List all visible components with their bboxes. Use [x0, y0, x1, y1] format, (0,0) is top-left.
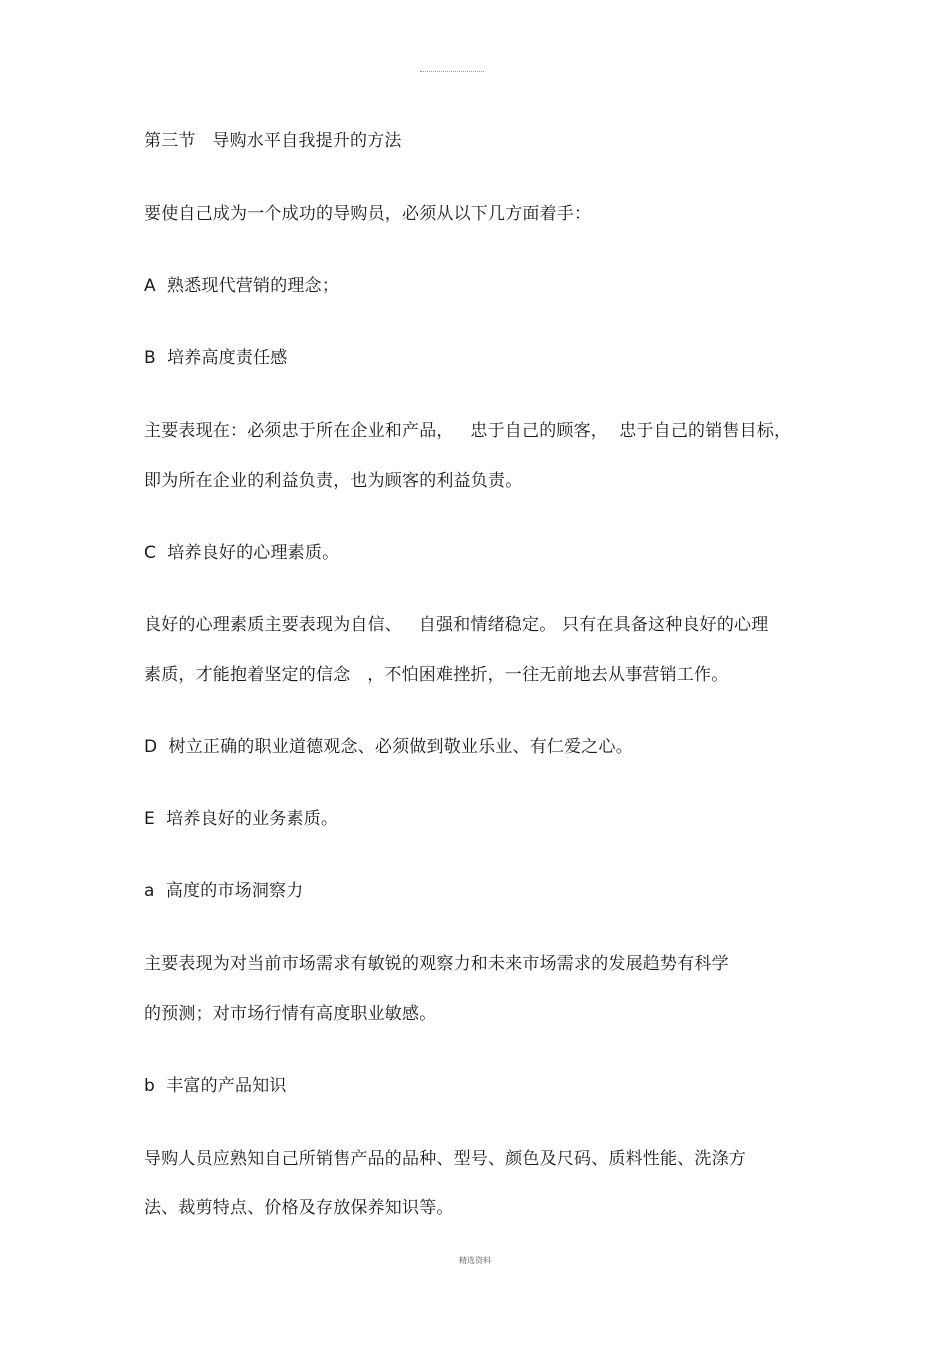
section-title: 第三节 导购水平自我提升的方法 — [144, 131, 402, 151]
item-e-heading: E 培养良好的业务素质。 — [144, 809, 339, 829]
item-c-body-line: 素质，才能抱着坚定的信念 ，不怕困难挫折，一往无前地去从事营销工作。 — [144, 665, 729, 685]
sub-b-body-line: 导购人员应熟知自己所销售产品的品种、型号、颜色及尺码、质料性能、洗涤方 — [144, 1149, 746, 1169]
header-rule — [420, 71, 484, 72]
intro-paragraph: 要使自己成为一个成功的导购员，必须从以下几方面着手： — [144, 204, 592, 224]
item-c-heading: C 培养良好的心理素质。 — [144, 543, 340, 563]
page-footer: 精选资料 — [459, 1256, 491, 1265]
sub-a-body-line: 的预测；对市场行情有高度职业敏感。 — [144, 1004, 437, 1024]
item-c-body-line: 良好的心理素质主要表现为自信、 自强和情绪稳定。 只有在具备这种良好的心理 — [144, 615, 769, 635]
sub-b-body-line: 法、裁剪特点、价格及存放保养知识等。 — [144, 1198, 454, 1218]
sub-b-heading: b 丰富的产品知识 — [144, 1076, 287, 1096]
item-b-heading: B 培养高度责任感 — [144, 348, 288, 368]
sub-a-heading: a 高度的市场洞察力 — [144, 881, 304, 901]
item-b-body-line: 主要表现在：必须忠于所在企业和产品， 忠于自己的顾客， 忠于自己的销售目标， — [144, 421, 792, 441]
item-b-body-line: 即为所在企业的利益负责，也为顾客的利益负责。 — [144, 471, 523, 491]
sub-a-body-line: 主要表现为对当前市场需求有敏锐的观察力和未来市场需求的发展趋势有科学 — [144, 954, 729, 974]
item-d-heading: D 树立正确的职业道德观念、必须做到敬业乐业、有仁爱之心。 — [144, 737, 633, 757]
item-a-heading: A 熟悉现代营销的理念； — [144, 276, 340, 296]
